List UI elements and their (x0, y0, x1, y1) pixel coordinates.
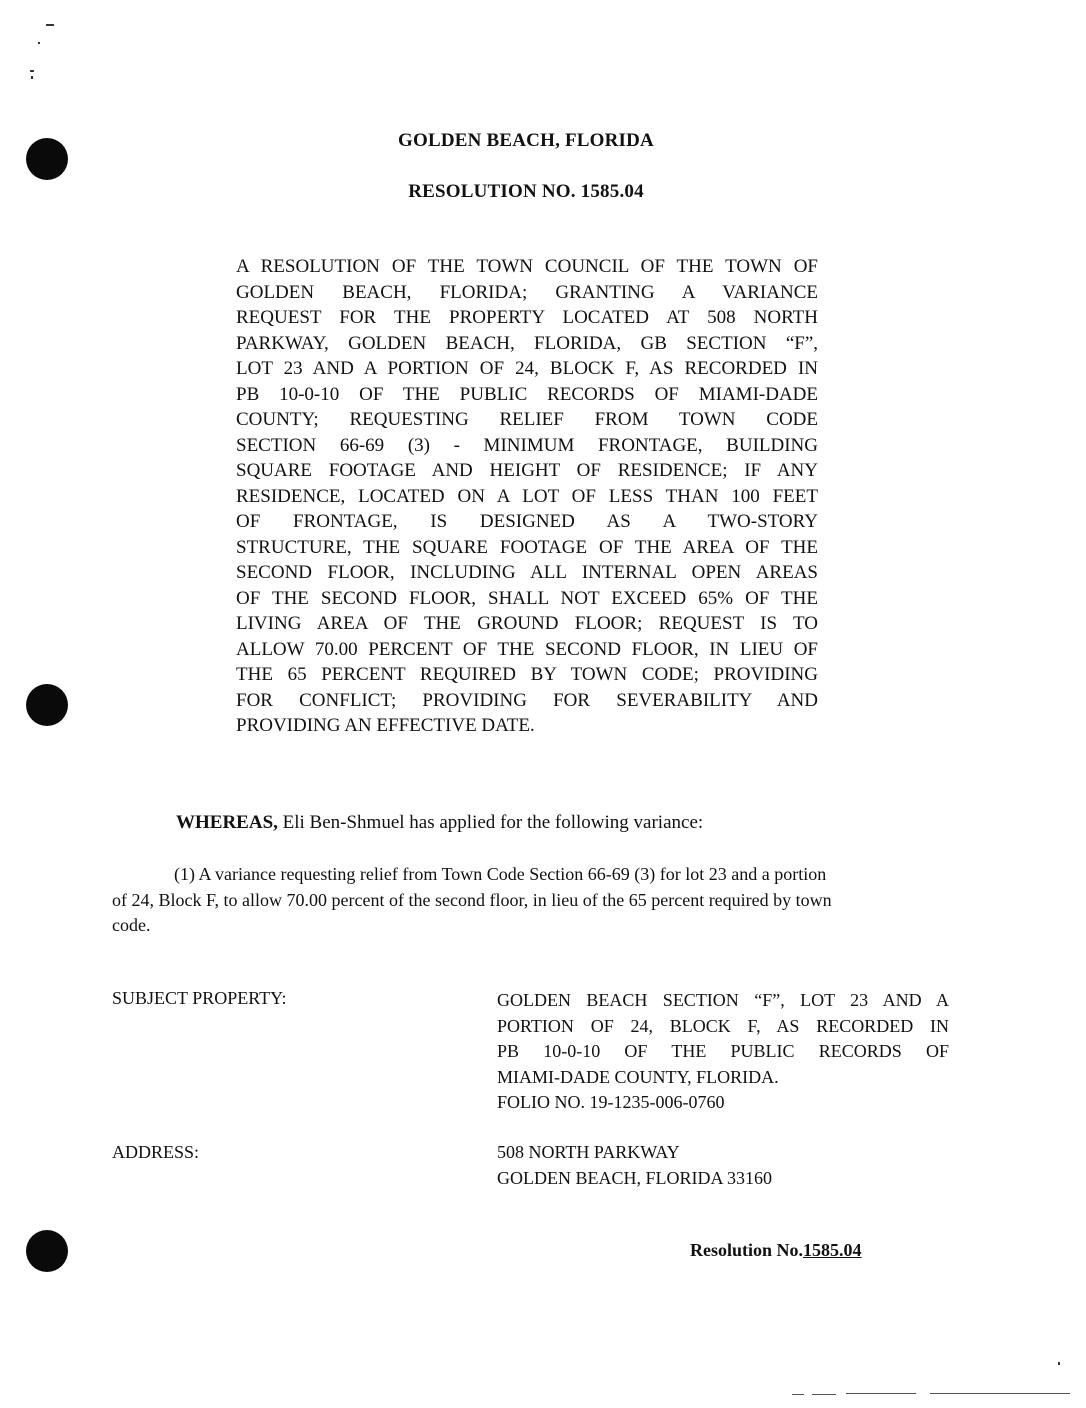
caption-line: ALLOW 70.00 PERCENT OF THE SECOND FLOOR, IN LIEU OF (236, 638, 818, 660)
caption-line: PROVIDING AN EFFECTIVE DATE. (236, 715, 535, 736)
subject-property-line: PB 10-0-10 OF THE PUBLIC RECORDS OF (497, 1041, 949, 1061)
caption-line: THE 65 PERCENT REQUIRED BY TOWN CODE; PROVIDING (236, 664, 818, 685)
subject-property-line: GOLDEN BEACH SECTION “F”, LOT 23 AND A (497, 990, 949, 1010)
scan-speck (31, 76, 33, 79)
caption-line: STRUCTURE, THE SQUARE FOOTAGE OF THE AREA OF THE (236, 536, 818, 558)
punch-hole-middle (26, 684, 68, 726)
variance-line: (1) A variance requesting relief from Town Code Section 66-69 (3) for lot 23 and a portion (174, 864, 827, 884)
footer-resolution-reference (690, 1240, 884, 1261)
resolution-caption (236, 254, 818, 739)
whereas-keyword: WHEREAS, (176, 812, 278, 833)
subject-property-line: PORTION OF 24, BLOCK F, AS RECORDED IN (497, 1015, 949, 1036)
caption-line: SECTION 66-69 (3) - MINIMUM FRONTAGE, BUILDING (236, 434, 818, 456)
scan-speck (30, 70, 34, 72)
caption-line: A RESOLUTION OF THE TOWN COUNCIL OF THE TOWN OF (236, 256, 818, 277)
resolution-title: RESOLUTION NO. 1585.04 (408, 181, 644, 202)
whereas-clause (176, 812, 703, 834)
address-line: GOLDEN BEACH, FLORIDA 33160 (497, 1167, 773, 1188)
caption-line: REQUEST FOR THE PROPERTY LOCATED AT 508 NORTH (236, 307, 818, 328)
subject-property-description (497, 988, 949, 1116)
variance-line: of 24, Block F, to allow 70.00 percent of the second floor, in lieu of the 65 percent required by town (112, 889, 832, 910)
scan-line (792, 1394, 804, 1395)
caption-line: SECOND FLOOR, INCLUDING ALL INTERNAL OPEN AREAS (236, 562, 818, 583)
caption-line: GOLDEN BEACH, FLORIDA; GRANTING A VARIANCE (236, 281, 818, 303)
scan-line (846, 1393, 916, 1394)
scan-speck (46, 24, 54, 26)
variance-line: code. (112, 915, 151, 935)
scan-line (930, 1393, 1070, 1394)
caption-line: OF FRONTAGE, IS DESIGNED AS A TWO-STORY (236, 511, 818, 532)
municipality-heading: GOLDEN BEACH, FLORIDA (398, 130, 654, 151)
footer-prefix: Resolution No. (690, 1240, 804, 1260)
folio-number: FOLIO NO. 19-1235-006-0760 (497, 1092, 725, 1112)
whereas-text: Eli Ben-Shmuel has applied for the following variance: (277, 812, 704, 833)
address-label: ADDRESS: (112, 1142, 200, 1162)
caption-line: LOT 23 AND A PORTION OF 24, BLOCK F, AS RECORDED IN (236, 358, 818, 379)
address-line: 508 NORTH PARKWAY (497, 1142, 680, 1162)
caption-line: PARKWAY, GOLDEN BEACH, FLORIDA, GB SECTION “F”, (236, 332, 818, 354)
caption-line: PB 10-0-10 OF THE PUBLIC RECORDS OF MIAMI-DADE (236, 383, 818, 405)
punch-hole-bottom (26, 1230, 68, 1272)
caption-line: SQUARE FOOTAGE AND HEIGHT OF RESIDENCE; IF ANY (236, 460, 818, 481)
caption-line: RESIDENCE, LOCATED ON A LOT OF LESS THAN 100 FEET (236, 485, 818, 507)
subject-property-line: MIAMI-DADE COUNTY, FLORIDA. (497, 1066, 779, 1087)
subject-property-label: SUBJECT PROPERTY: (112, 988, 287, 1008)
caption-line: OF THE SECOND FLOOR, SHALL NOT EXCEED 65% OF THE (236, 587, 818, 609)
scan-speck (38, 42, 40, 44)
address-value (497, 1140, 949, 1191)
caption-line: FOR CONFLICT; PROVIDING FOR SEVERABILITY AND (236, 689, 818, 711)
footer-resolution-number: 1585.04 (803, 1240, 862, 1260)
scan-speck (1058, 1362, 1060, 1365)
scan-line (812, 1394, 836, 1395)
variance-paragraph (112, 862, 948, 939)
caption-line: COUNTY; REQUESTING RELIEF FROM TOWN CODE (236, 409, 818, 430)
caption-line: LIVING AREA OF THE GROUND FLOOR; REQUEST IS TO (236, 613, 818, 634)
